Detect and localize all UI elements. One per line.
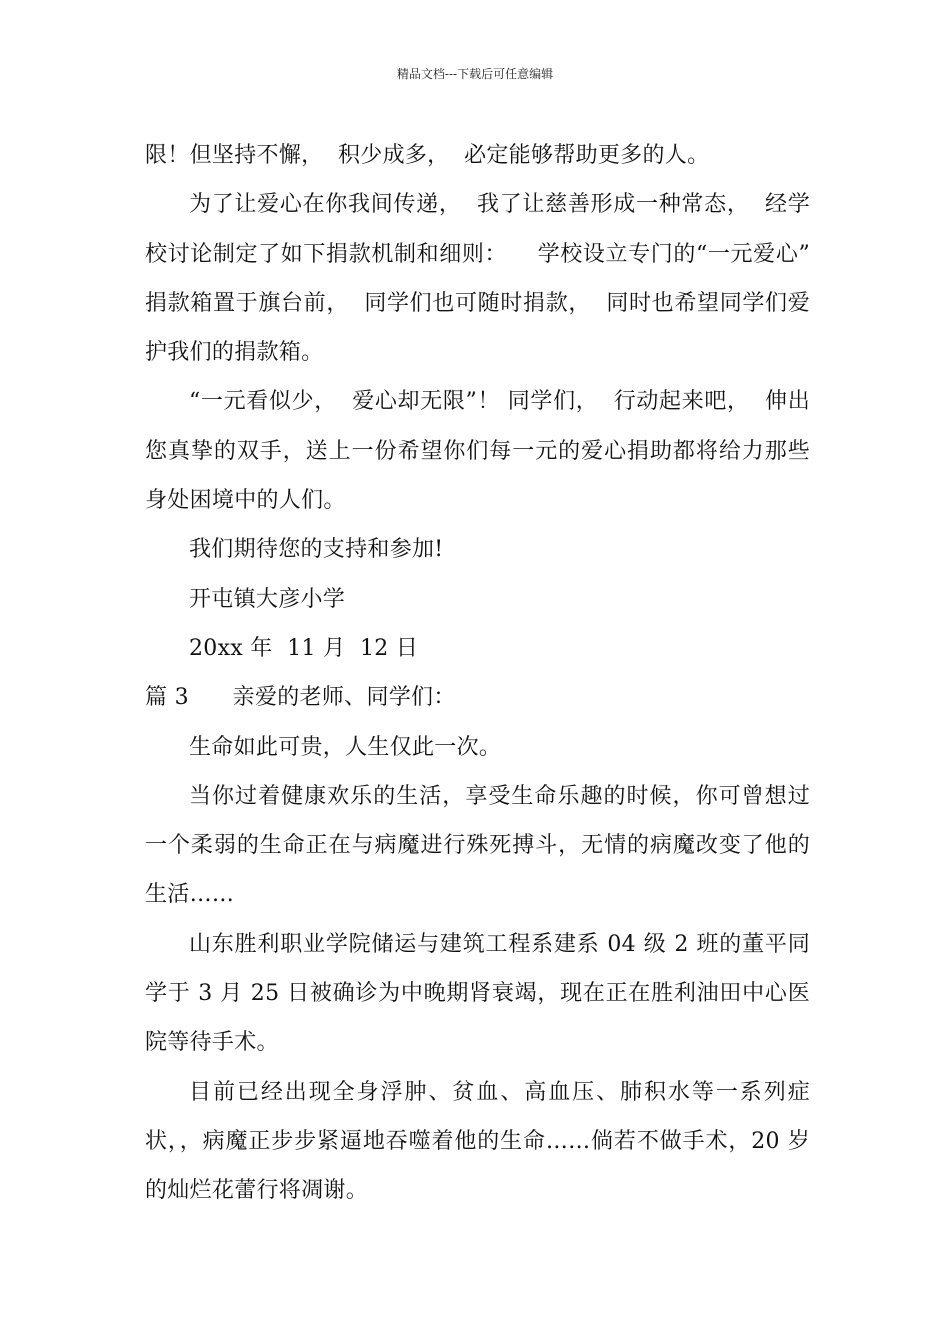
signature-date: 20xx 年 11 月 12 日 [189, 635, 419, 661]
paragraph-10: 山东胜利职业学院储运与建筑工程系建系 04 级 2 班的董平同学于 3 月 25 日被确诊为中晚期肾衰竭，现在正在胜利油田中心医院等待手术。 [145, 931, 810, 1056]
page-header: 精品文档---下载后可任意编辑 [396, 67, 554, 81]
paragraph-8: 生命如此可贵，人生仅此一次。 [189, 734, 502, 760]
paragraph-3: “一元看似少， 爱心却无限”！ 同学们， 行动起来吧， 伸出您真挚的双手，送上一份希望你们每一元的爱心捐助都将给力那些身处困境中的人们。 [145, 389, 810, 514]
paragraph-2: 为了让爱心在你我间传递， 我了让慈善形成一种常态， 经学校讨论制定了如下捐款机制和细则： 学校设立专门的“一元爱心” 捐款箱置于旗台前， 同学们也可随时捐款， 同时也希望同学们爱护我们的捐款箱。 [145, 192, 825, 366]
paragraph-11: 目前已经出现全身浮肿、贫血、高血压、肺积水等一系列症状，，病魔正步步紧逼地吞噬着他的生命……倘若不做手术，20 岁的灿烂花蕾行将凋谢。 [145, 1079, 810, 1204]
document-body [145, 131, 825, 1216]
paragraph-4: 我们期待您的支持和参加! [189, 537, 444, 563]
paragraph-1: 限！但坚持不懈， 积少成多， 必定能够帮助更多的人。 [145, 143, 710, 168]
section-heading: 篇 3 亲爱的老师、同学们： [145, 685, 456, 711]
paragraph-9: 当你过着健康欢乐的生活，享受生命乐趣的时候，你可曾想过一个柔弱的生命正在与病魔进行殊死搏斗，无情的病魔改变了他的生活…… [145, 783, 810, 908]
signature-school: 开屯镇大彦小学 [189, 586, 346, 612]
